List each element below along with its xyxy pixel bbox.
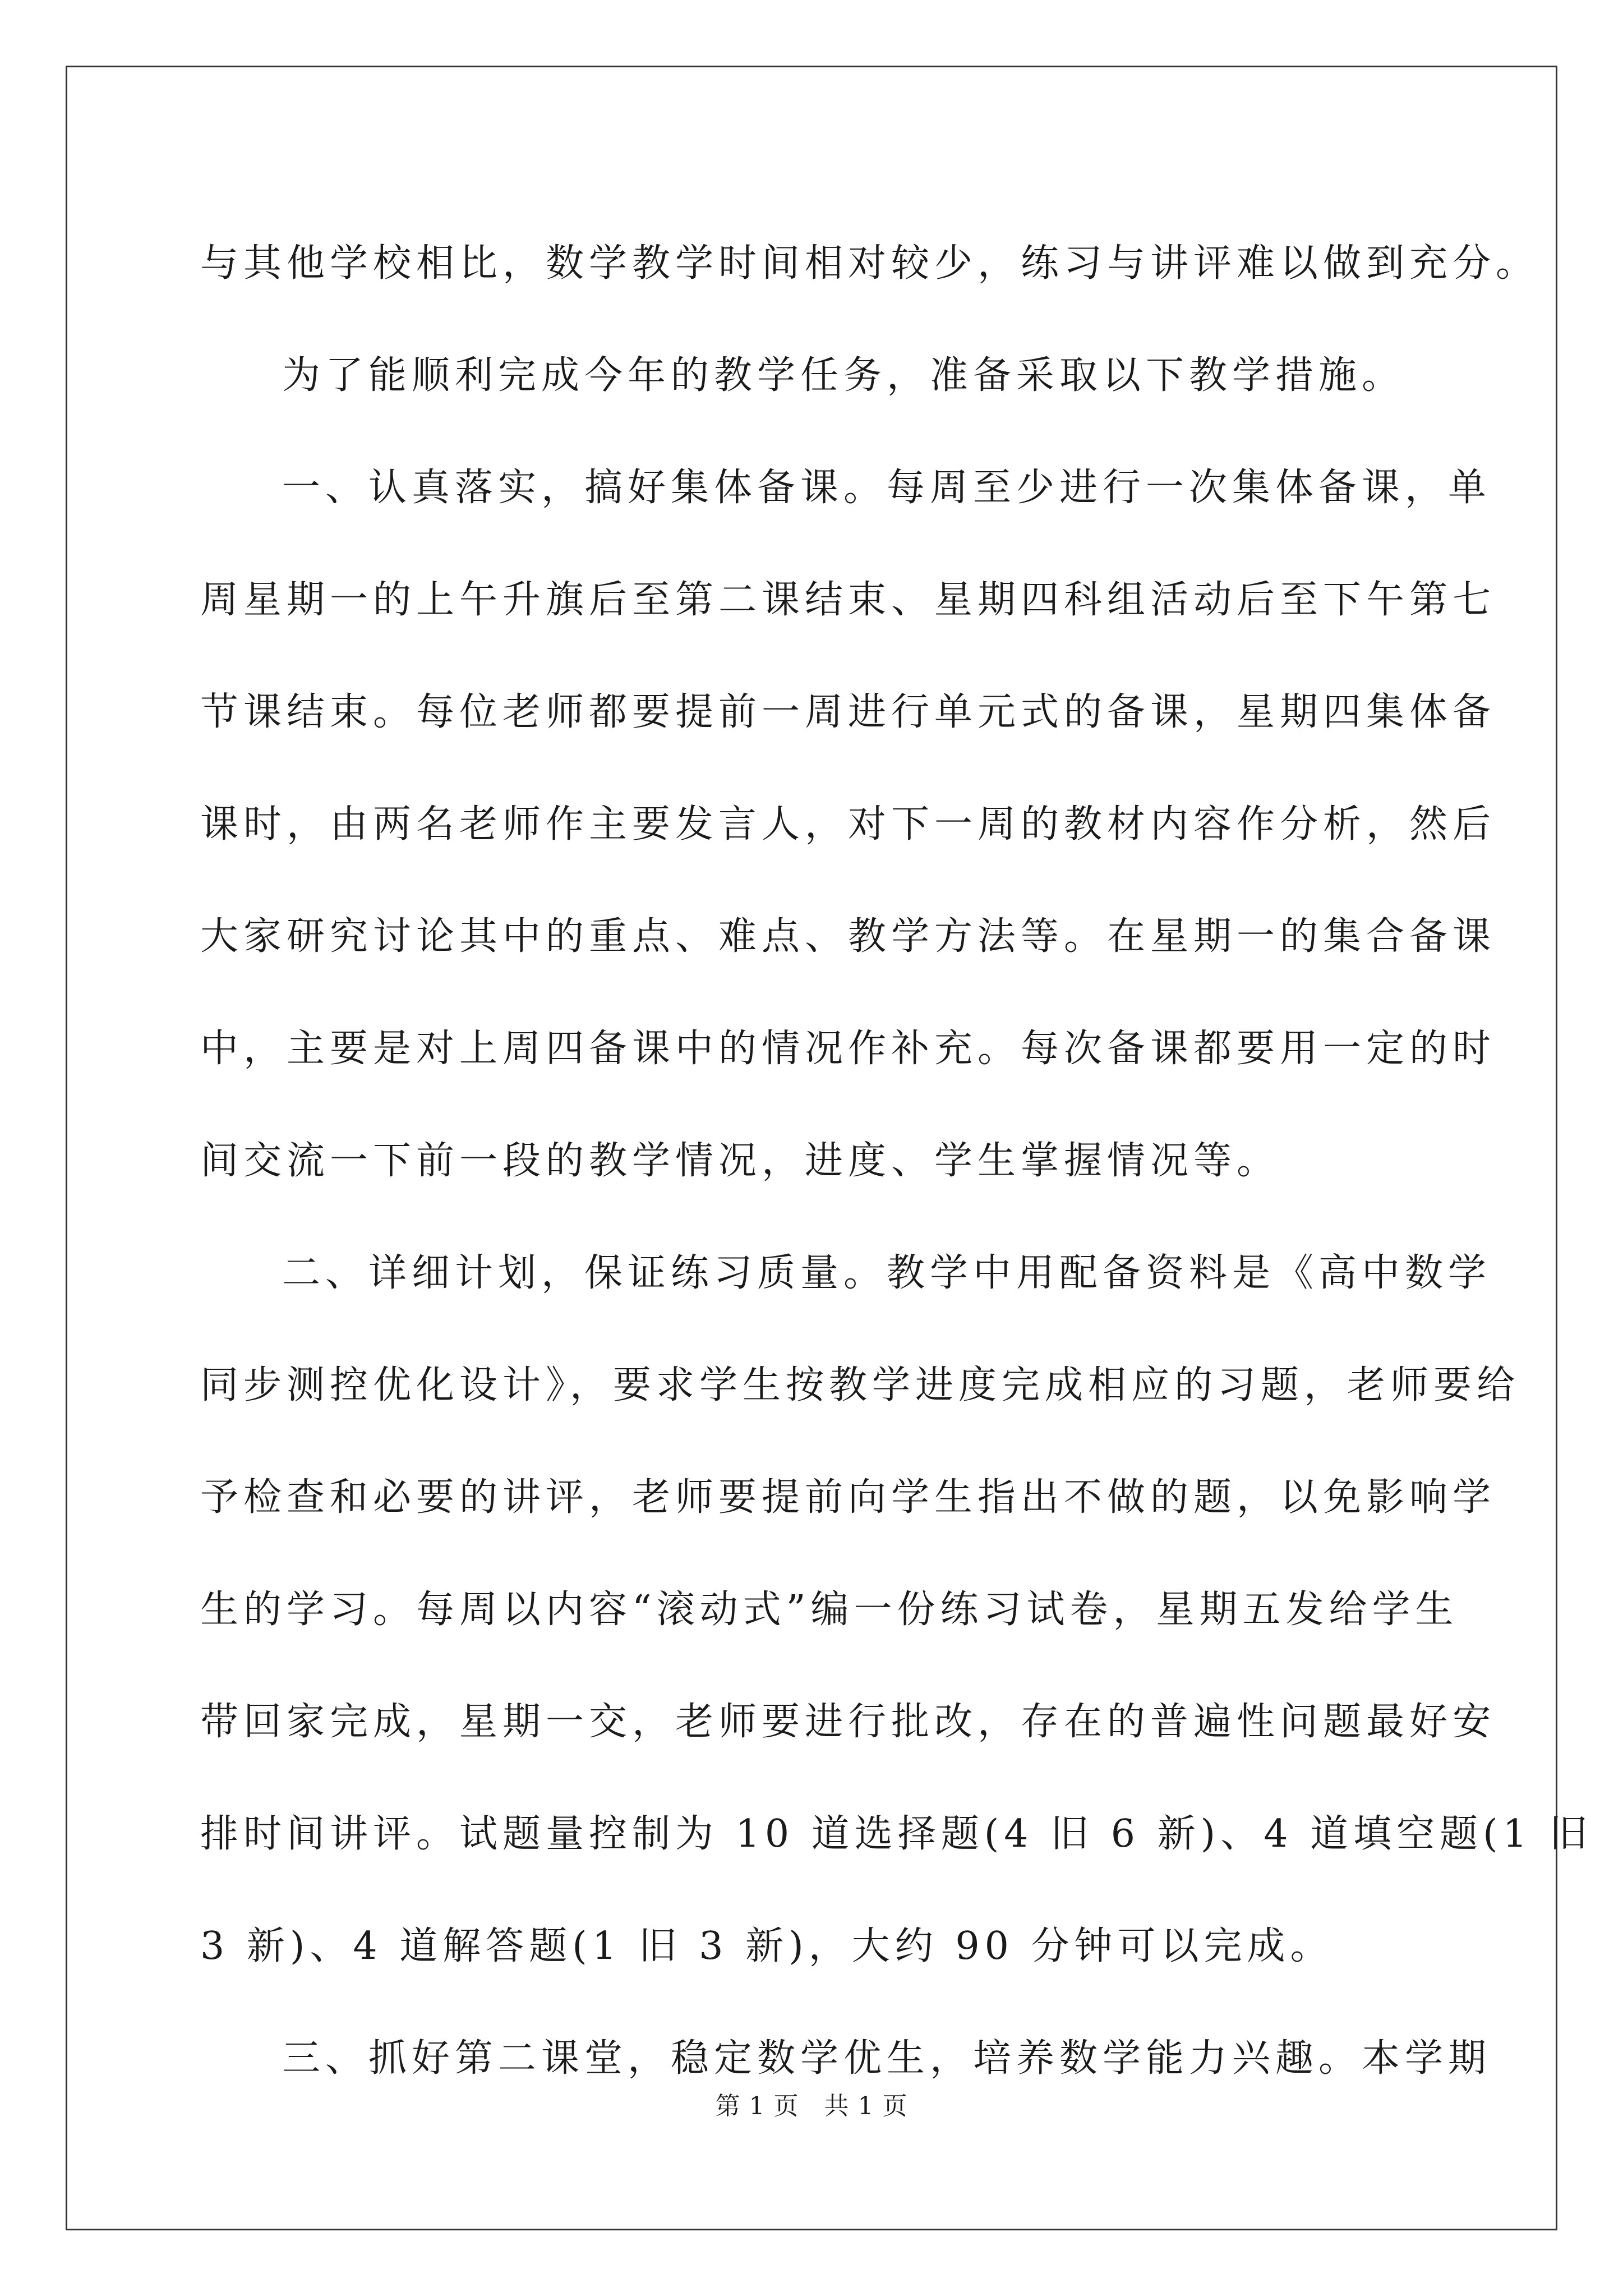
text-line: 3 新)、4 道解答题(1 旧 3 新)，大约 90 分钟可以完成。 — [200, 1924, 1334, 1968]
text-line: 节课结束。每位老师都要提前一周进行单元式的备课，星期四集体备 — [200, 690, 1496, 734]
text-line: 与其他学校相比，数学教学时间相对较少，练习与讲评难以做到充分。 — [200, 241, 1539, 286]
text-line: 生的学习。每周以内容“滚动式”编一份练习试卷，星期五发给学生 — [200, 1588, 1459, 1632]
text-line: 为了能顺利完成今年的教学任务，准备采取以下教学措施。 — [282, 353, 1405, 398]
text-line: 周星期一的上午升旗后至第二课结束、星期四科组活动后至下午第七 — [200, 578, 1496, 622]
text-line: 排时间讲评。试题量控制为 10 道选择题(4 旧 6 新)、4 道填空题(1 旧 — [200, 1812, 1593, 1856]
text-line: 间交流一下前一段的教学情况，进度、学生掌握情况等。 — [200, 1139, 1280, 1183]
text-line: 带回家完成，星期一交，老师要进行批改，存在的普遍性问题最好安 — [200, 1700, 1496, 1744]
text-line: 中，主要是对上周四备课中的情况作补充。每次备课都要用一定的时 — [200, 1027, 1496, 1071]
text-line: 课时，由两名老师作主要发言人，对下一周的教材内容作分析，然后 — [200, 802, 1496, 846]
text-line: 予检查和必要的讲评，老师要提前向学生指出不做的题，以免影响学 — [200, 1475, 1496, 1520]
text-line: 大家研究讨论其中的重点、难点、教学方法等。在星期一的集合备课 — [200, 914, 1496, 959]
page-number-footer: 第 1 页 共 1 页 — [715, 2092, 908, 2120]
text-line: 三、抓好第二课堂，稳定数学优生，培养数学能力兴趣。本学期 — [282, 2036, 1492, 2081]
text-line: 同步测控优化设计》，要求学生按教学进度完成相应的习题，老师要给 — [200, 1363, 1520, 1407]
text-line: 二、详细计划，保证练习质量。教学中用配备资料是《高中数学 — [282, 1251, 1492, 1295]
document-body — [200, 208, 1593, 2115]
text-line: 一、认真落实，搞好集体备课。每周至少进行一次集体备课，单 — [282, 466, 1492, 510]
